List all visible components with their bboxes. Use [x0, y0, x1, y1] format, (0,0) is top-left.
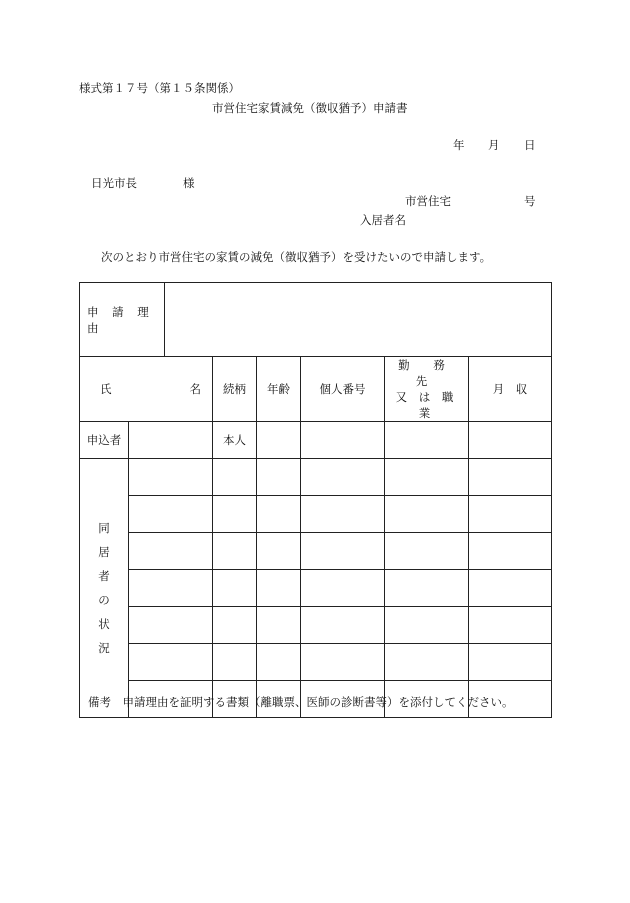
- cohabitant-relation-cell[interactable]: [213, 570, 257, 607]
- cohabitant-income-cell[interactable]: [469, 496, 552, 533]
- cohabitant-label-char: の: [98, 593, 110, 607]
- cohabitant-age-cell[interactable]: [257, 607, 301, 644]
- applicant-row: [80, 422, 552, 459]
- cohabitant-workplace-cell[interactable]: [385, 570, 469, 607]
- cohabitant-label-char: 者: [98, 569, 110, 583]
- reason-cell[interactable]: [165, 283, 552, 357]
- workplace-header: [385, 357, 469, 422]
- cohabitant-age-cell[interactable]: [257, 533, 301, 570]
- cohabitant-name-cell[interactable]: [129, 570, 213, 607]
- cohabitant-age-cell[interactable]: [257, 644, 301, 681]
- cohabitant-workplace-cell[interactable]: [385, 607, 469, 644]
- cohabitant-relation-cell[interactable]: [213, 459, 257, 496]
- header-row: [80, 357, 552, 422]
- cohabitant-label-char: 状: [98, 617, 110, 631]
- cohabitant-row: [80, 607, 552, 644]
- cohabitant-age-cell[interactable]: [257, 459, 301, 496]
- cohabitant-row: [80, 644, 552, 681]
- cohabitant-name-cell[interactable]: [129, 496, 213, 533]
- age-header: 年齢: [257, 357, 301, 422]
- cohabitant-workplace-cell[interactable]: [385, 459, 469, 496]
- applicant-income-cell[interactable]: [469, 422, 552, 459]
- date-month: 月: [488, 138, 500, 152]
- cohabitant-name-cell[interactable]: [129, 644, 213, 681]
- housing-label: 市営住宅: [405, 194, 451, 208]
- applicant-age-cell[interactable]: [257, 422, 301, 459]
- resident-name-label: 入居者名: [360, 213, 406, 227]
- cohabitant-row: [80, 570, 552, 607]
- applicant-personal-number-cell[interactable]: [301, 422, 385, 459]
- cohabitant-row: [80, 459, 552, 496]
- name-header: [80, 357, 213, 422]
- cohabitant-personal-number-cell[interactable]: [301, 496, 385, 533]
- cohabitant-income-cell[interactable]: [469, 570, 552, 607]
- cohabitant-workplace-cell[interactable]: [385, 496, 469, 533]
- cohabitant-age-cell[interactable]: [257, 496, 301, 533]
- cohabitant-name-cell[interactable]: [129, 533, 213, 570]
- cohabitant-relation-cell[interactable]: [213, 607, 257, 644]
- application-table: [79, 282, 552, 718]
- cohabitant-row: [80, 496, 552, 533]
- name-header-right: 名: [189, 382, 201, 396]
- relation-header: 続柄: [213, 357, 257, 422]
- name-header-left: 氏: [100, 382, 112, 396]
- applicant-label: 申込者: [80, 422, 129, 459]
- cohabitant-relation-cell[interactable]: [213, 644, 257, 681]
- cohabitant-label-char: 況: [98, 641, 110, 655]
- cohabitant-personal-number-cell[interactable]: [301, 644, 385, 681]
- body-text: 次のとおり市営住宅の家賃の減免（徴収猶予）を受けたいので申請します。: [101, 250, 492, 264]
- cohabitant-income-cell[interactable]: [469, 607, 552, 644]
- date-day: 日: [524, 138, 536, 152]
- cohabitant-workplace-cell[interactable]: [385, 533, 469, 570]
- cohabitant-workplace-cell[interactable]: [385, 644, 469, 681]
- cohabitant-relation-cell[interactable]: [213, 533, 257, 570]
- page-title: 市営住宅家賃減免（徴収猶予）申請書: [212, 101, 408, 115]
- cohabitant-age-cell[interactable]: [257, 570, 301, 607]
- cohabitant-income-cell[interactable]: [469, 533, 552, 570]
- cohabitant-personal-number-cell[interactable]: [301, 459, 385, 496]
- cohabitant-income-cell[interactable]: [469, 459, 552, 496]
- applicant-workplace-cell[interactable]: [385, 422, 469, 459]
- reason-label: 申 請 理 由: [80, 283, 165, 357]
- remark: 備考 申請理由を証明する書類（離職票、医師の診断書等）を添付してください。: [88, 695, 514, 709]
- cohabitant-label-char: 居: [98, 545, 110, 559]
- income-header: 月 収: [469, 357, 552, 422]
- workplace-header-line2: 又 は 職 業: [395, 390, 458, 420]
- cohabitant-name-cell[interactable]: [129, 459, 213, 496]
- reason-row: [80, 283, 552, 357]
- housing-number-label: 号: [524, 194, 536, 208]
- cohabitant-personal-number-cell[interactable]: [301, 570, 385, 607]
- addressee-name: 日光市長: [91, 176, 137, 190]
- cohabitant-personal-number-cell[interactable]: [301, 607, 385, 644]
- cohabitant-income-cell[interactable]: [469, 644, 552, 681]
- applicant-relation: 本人: [213, 422, 257, 459]
- form-number: 様式第１７号（第１５条関係）: [79, 81, 240, 95]
- addressee-honorific: 様: [183, 176, 195, 190]
- personal-number-header: 個人番号: [301, 357, 385, 422]
- workplace-header-line1: 勤 務 先: [398, 358, 455, 388]
- applicant-name-cell[interactable]: [129, 422, 213, 459]
- cohabitant-name-cell[interactable]: [129, 607, 213, 644]
- cohabitant-relation-cell[interactable]: [213, 496, 257, 533]
- cohabitant-label: [80, 459, 129, 718]
- date-year: 年: [453, 138, 465, 152]
- cohabitant-personal-number-cell[interactable]: [301, 533, 385, 570]
- cohabitant-label-char: 同: [98, 521, 110, 535]
- cohabitant-row: [80, 533, 552, 570]
